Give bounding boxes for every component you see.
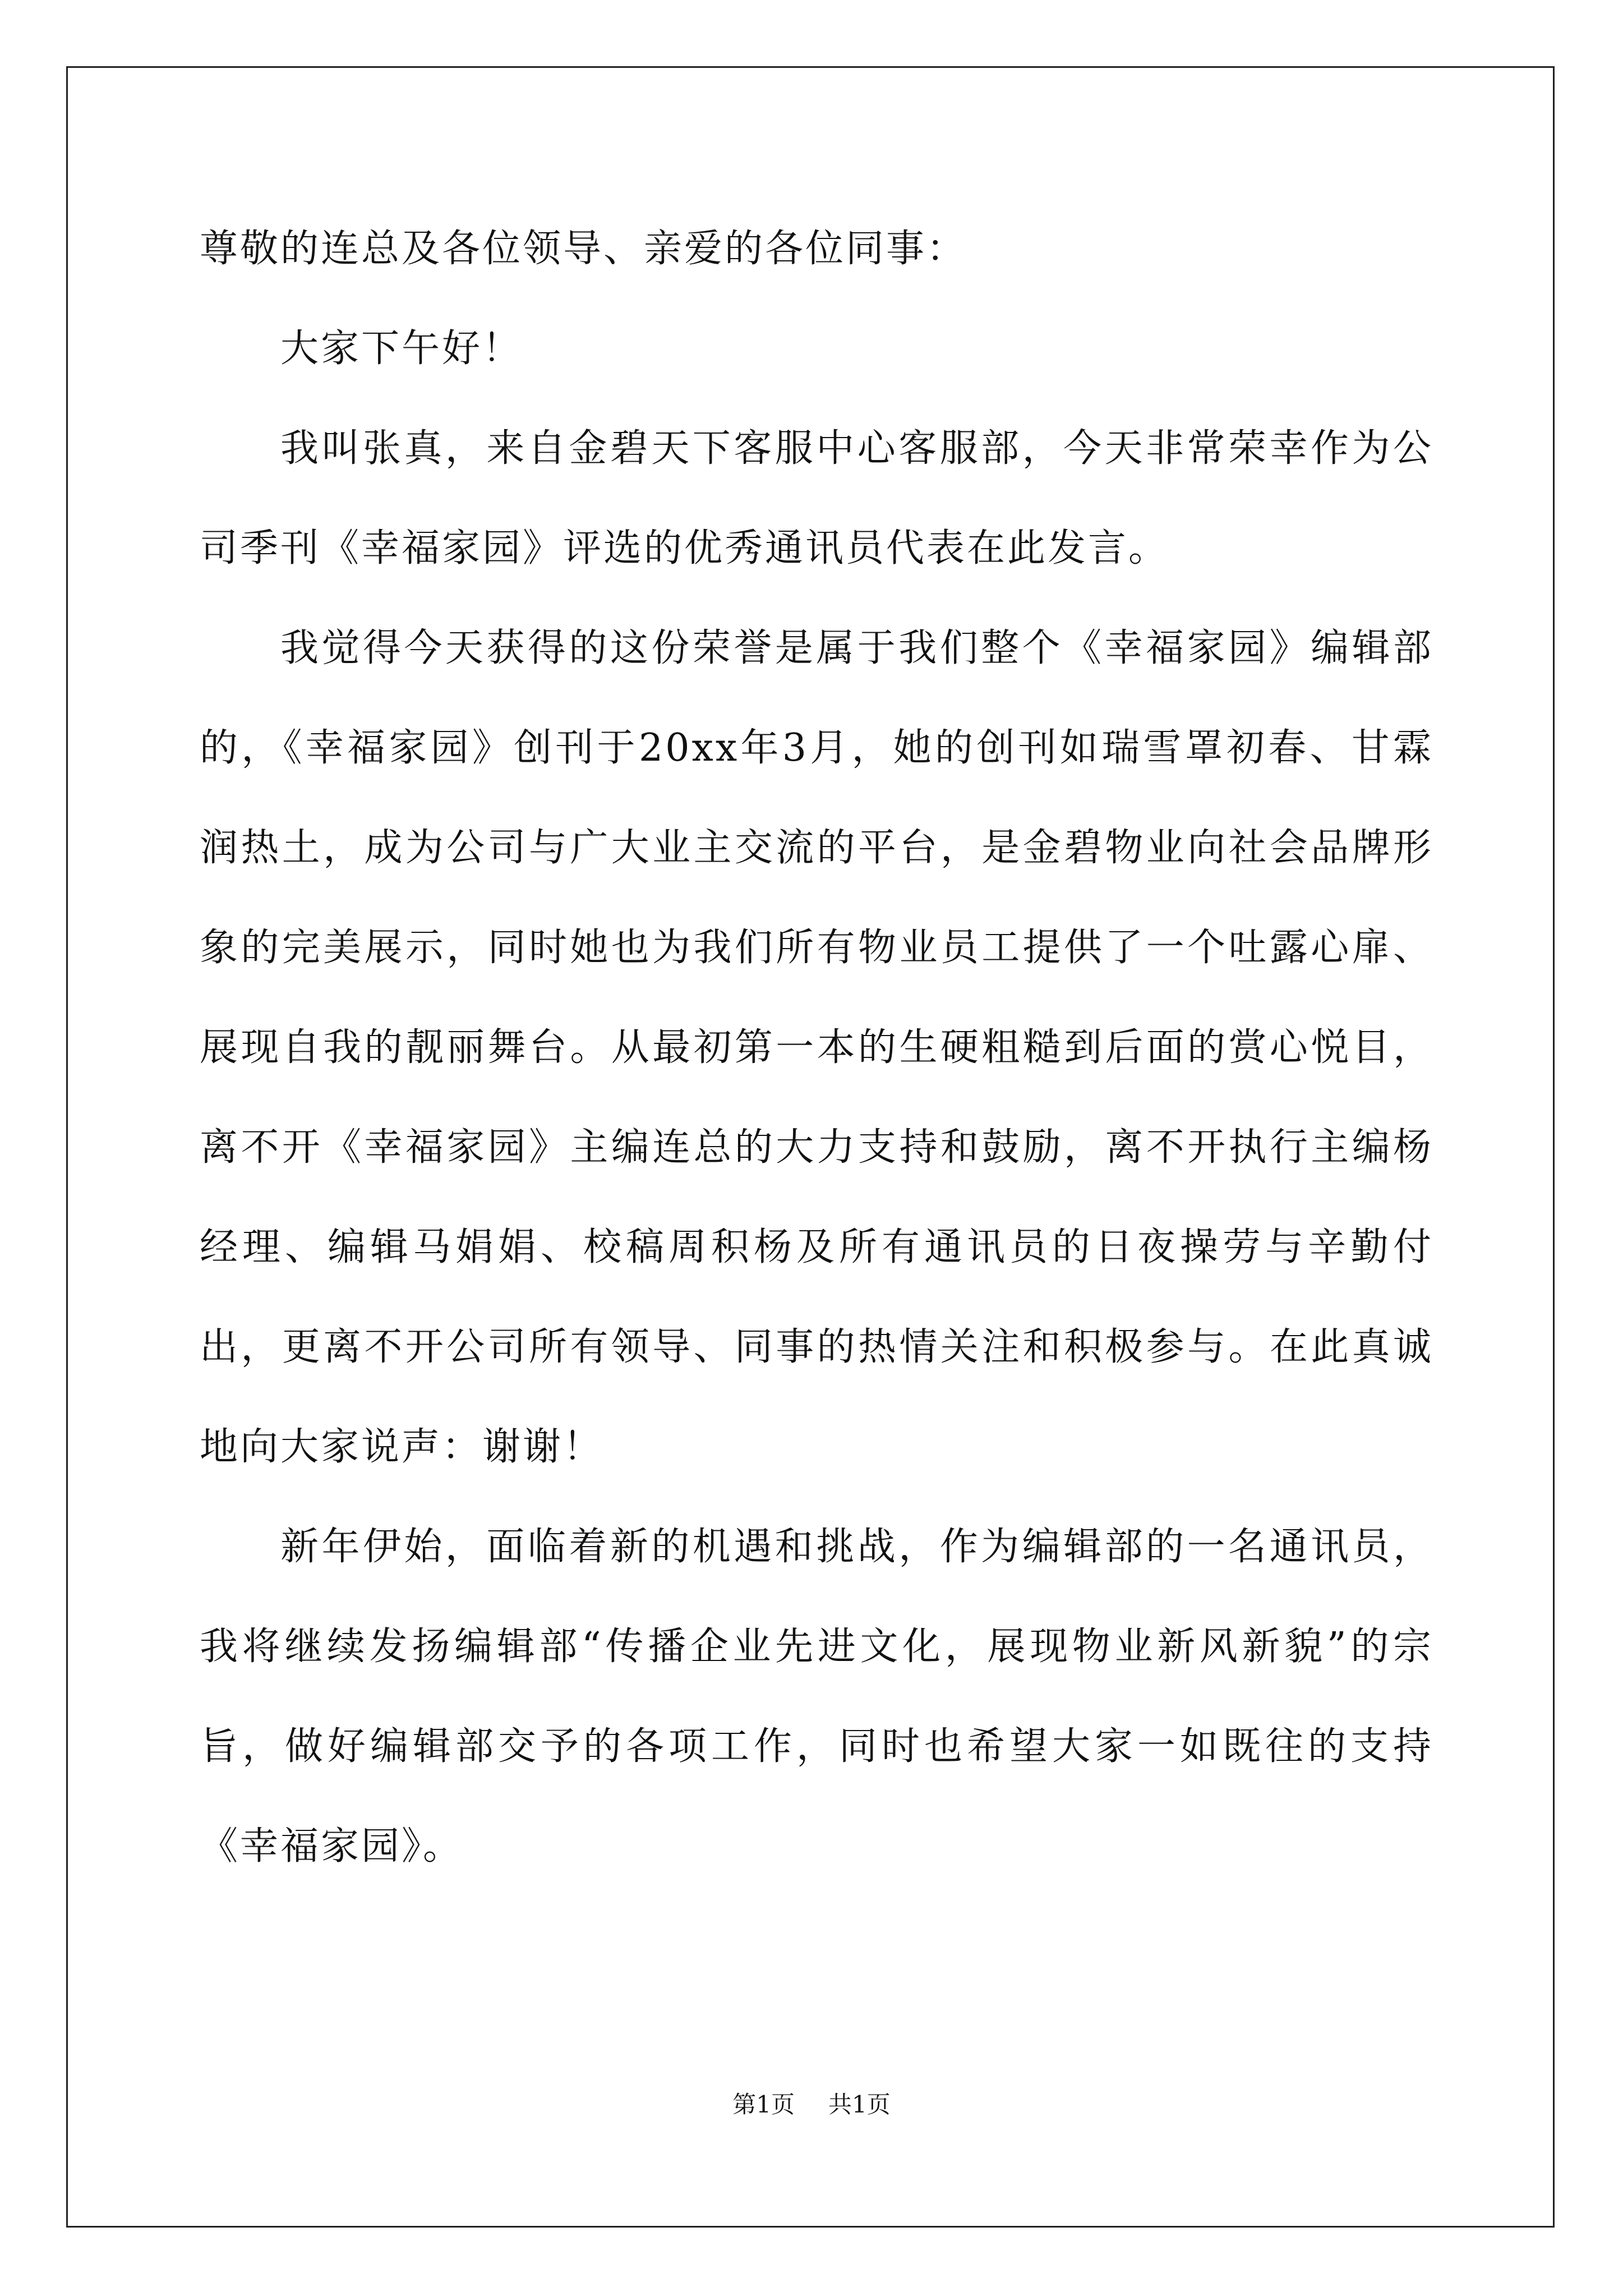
page-footer [0,2088,1623,2122]
document-body [200,199,1433,1897]
paragraph-greeting: 大家下午好！ [280,326,523,371]
salutation: 尊敬的连总及各位领导、亲爱的各位同事： [200,227,967,271]
page-number: 第1页 [732,2091,795,2118]
paragraph-acknowledgement: 我觉得今天获得的这份荣誉是属于我们整个《幸福家园》编辑部的，《幸福家园》创刊于20xx年3月，她的创刊如瑞雪罩初春、甘霖润热土，成为公司与广大业主交流的平台，是金碧物业向社会品牌形象的完美展示，同时她也为我们所有物业员工提供了一个吐露心扉、展现自我的靓丽舞台。从最初第一本的生硬粗糙到后面的赏心悦目，离不开《幸福家园》主编连总的大力支持和鼓励，离不开执行主编杨经理、编辑马娟娟、校稿周积杨及所有通讯员的日夜操劳与辛勤付出，更离不开公司所有领导、同事的热情关注和积极参与。在此真诚地向大家说声：谢谢！ [200,626,1433,1469]
paragraph-introduction: 我叫张真，来自金碧天下客服中心客服部，今天非常荣幸作为公司季刊《幸福家园》评选的优秀通讯员代表在此发言。 [200,426,1433,570]
paragraph-commitment: 新年伊始，面临着新的机遇和挑战，作为编辑部的一名通讯员，我将继续发扬编辑部“传播企业先进文化，展现物业新风新貌”的宗旨，做好编辑部交予的各项工作，同时也希望大家一如既往的支持《幸福家园》。 [200,1525,1433,1869]
page-total: 共1页 [828,2091,891,2118]
